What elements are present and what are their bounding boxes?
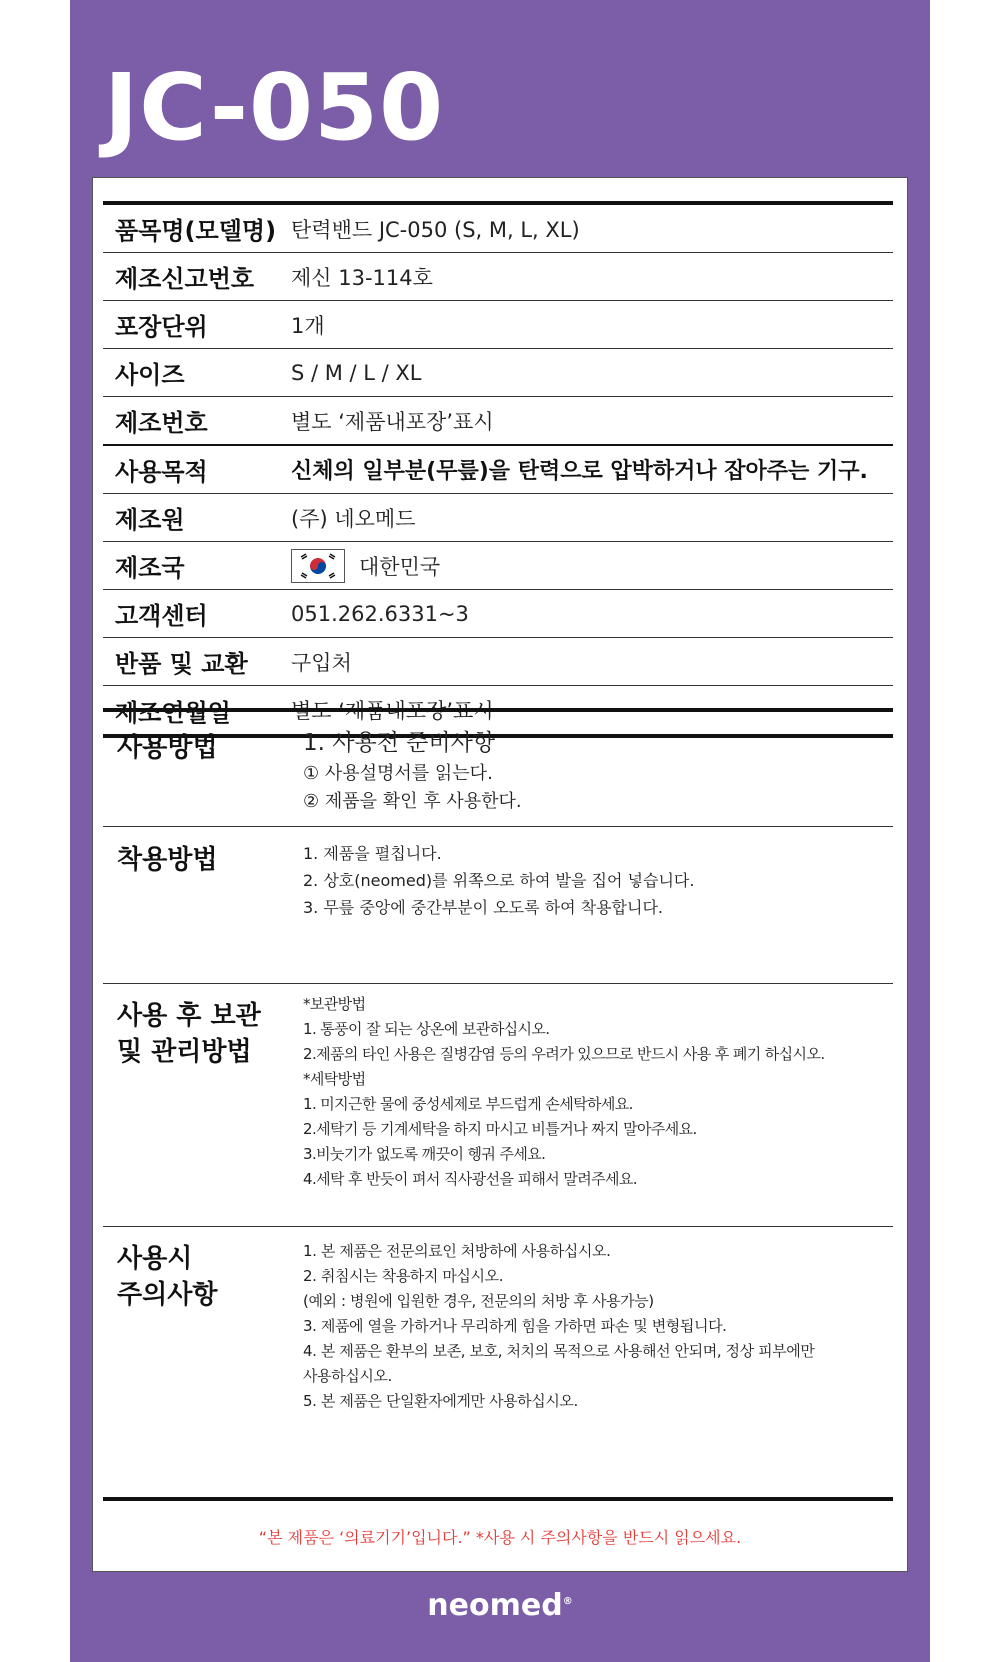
spec-table (103, 201, 893, 738)
spec-label: 제조국 (115, 554, 185, 582)
spec-label: 제조원 (115, 506, 185, 534)
caution-line: 사용하십시오. (303, 1367, 392, 1385)
storage-label-line: 및 관리방법 (117, 1037, 252, 1067)
storage-line: 4.세탁 후 반듯이 펴서 직사광선을 피해서 말려주세요. (303, 1170, 637, 1188)
spec-value: 별도 ‘제품내포장’표시 (291, 699, 494, 723)
spec-value: S / M / L / XL (291, 360, 422, 385)
caution-line: (예외 : 병원에 입원한 경우, 전문의의 처방 후 사용가능) (303, 1292, 654, 1310)
medical-device-warning: “본 제품은 ‘의료기기’입니다.” *사용 시 주의사항을 반드시 읽으세요. (258, 1528, 742, 1547)
spec-label: 제조연월일 (115, 698, 231, 727)
spec-row-return-exchange (103, 638, 893, 686)
spec-label: 반품 및 교환 (115, 650, 248, 678)
spec-label: 포장단위 (115, 313, 208, 341)
storage-line: 1. 통풍이 잘 되는 상온에 보관하십시오. (303, 1020, 550, 1038)
wearing-body (303, 840, 694, 921)
caution-line: 5. 본 제품은 단일환자에게만 사용하십시오. (303, 1392, 578, 1410)
model-title: JC-050 (104, 54, 445, 161)
wearing-label: 착용방법 (117, 845, 218, 875)
neomed-logo (0, 1588, 1000, 1623)
product-info-card (92, 177, 908, 1572)
wearing-line: 2. 상호(neomed)를 위쪽으로 하여 발을 집어 넣습니다. (303, 871, 695, 890)
country-name: 대한민국 (359, 554, 441, 579)
usage-section (103, 708, 893, 827)
spec-row-manufacturer (103, 494, 893, 542)
storage-section (103, 984, 893, 1227)
storage-line: *보관방법 (303, 995, 366, 1013)
spec-label: 제조신고번호 (115, 265, 255, 293)
storage-body (303, 992, 825, 1192)
wearing-line: 1. 제품을 펼칩니다. (303, 844, 442, 863)
storage-line: 1. 미지근한 물에 중성세제로 부드럽게 손세탁하세요. (303, 1095, 633, 1113)
usage-line: ① 사용설명서를 읽는다. (303, 763, 493, 784)
caution-section (103, 1227, 893, 1501)
caution-body (303, 1239, 814, 1414)
wearing-line: 3. 무릎 중앙에 중간부분이 오도록 하여 착용합니다. (303, 898, 663, 917)
storage-line: 3.비눗기가 없도록 깨끗이 헹궈 주세요. (303, 1145, 546, 1163)
storage-label-line: 사용 후 보관 (117, 1001, 261, 1031)
registered-mark: ® (562, 1596, 573, 1607)
spec-value: 탄력밴드 JC-050 (S, M, L, XL) (291, 217, 580, 242)
caution-label-line: 주의사항 (117, 1280, 218, 1310)
spec-row-size (103, 349, 893, 397)
spec-value-country (291, 549, 440, 583)
spec-value: 제신 13-114호 (291, 265, 433, 290)
caution-line: 4. 본 제품은 환부의 보존, 보호, 처치의 목적으로 사용해선 안되며, 정상 피부에만 (303, 1342, 815, 1360)
caution-line: 2. 취침시는 착용하지 마십시오. (303, 1267, 504, 1285)
spec-value: (주) 네오메드 (291, 506, 416, 531)
spec-row-customer-center (103, 590, 893, 638)
spec-row-country (103, 542, 893, 590)
logo-text: neomed (427, 1588, 563, 1623)
usage-label: 사용방법 (117, 733, 218, 763)
spec-label: 사용목적 (115, 458, 208, 486)
spec-value: 신체의 일부분(무릎)을 탄력으로 압박하거나 잡아주는 기구. (291, 459, 868, 484)
storage-label (117, 998, 261, 1070)
usage-heading: 1. 사용전 준비사항 (303, 730, 496, 756)
spec-row-purpose (103, 446, 893, 494)
spec-label: 제조번호 (115, 409, 208, 437)
caution-line: 3. 제품에 열을 가하거나 무리하게 힘을 가하면 파손 및 변형됩니다. (303, 1317, 727, 1335)
usage-body (303, 726, 522, 816)
caution-line: 1. 본 제품은 전문의료인 처방하에 사용하십시오. (303, 1242, 611, 1260)
spec-value: 구입처 (291, 650, 352, 675)
spec-value: 051.262.6331~3 (291, 601, 469, 626)
spec-row-package-unit (103, 301, 893, 349)
caution-label-line: 사용시 (117, 1244, 193, 1274)
wearing-section (103, 826, 893, 984)
storage-line: 2.세탁기 등 기계세탁을 하지 마시고 비틀거나 짜지 말아주세요. (303, 1120, 697, 1138)
spec-label: 고객센터 (115, 602, 208, 630)
spec-row-product-name (103, 205, 893, 253)
spec-label: 사이즈 (115, 361, 185, 389)
spec-row-serial-number (103, 397, 893, 446)
spec-value: 1개 (291, 313, 325, 338)
caution-label (117, 1241, 217, 1313)
spec-label: 품목명(모델명) (115, 217, 277, 245)
storage-line: 2.제품의 타인 사용은 질병감염 등의 우려가 있으므로 반드시 사용 후 폐기 하십시오. (303, 1045, 825, 1063)
spec-value: 별도 ‘제품내포장’표시 (291, 409, 494, 434)
spec-row-report-number (103, 253, 893, 301)
storage-line: *세탁방법 (303, 1070, 366, 1088)
south-korea-flag-icon (291, 549, 345, 583)
usage-line: ② 제품을 확인 후 사용한다. (303, 791, 522, 812)
